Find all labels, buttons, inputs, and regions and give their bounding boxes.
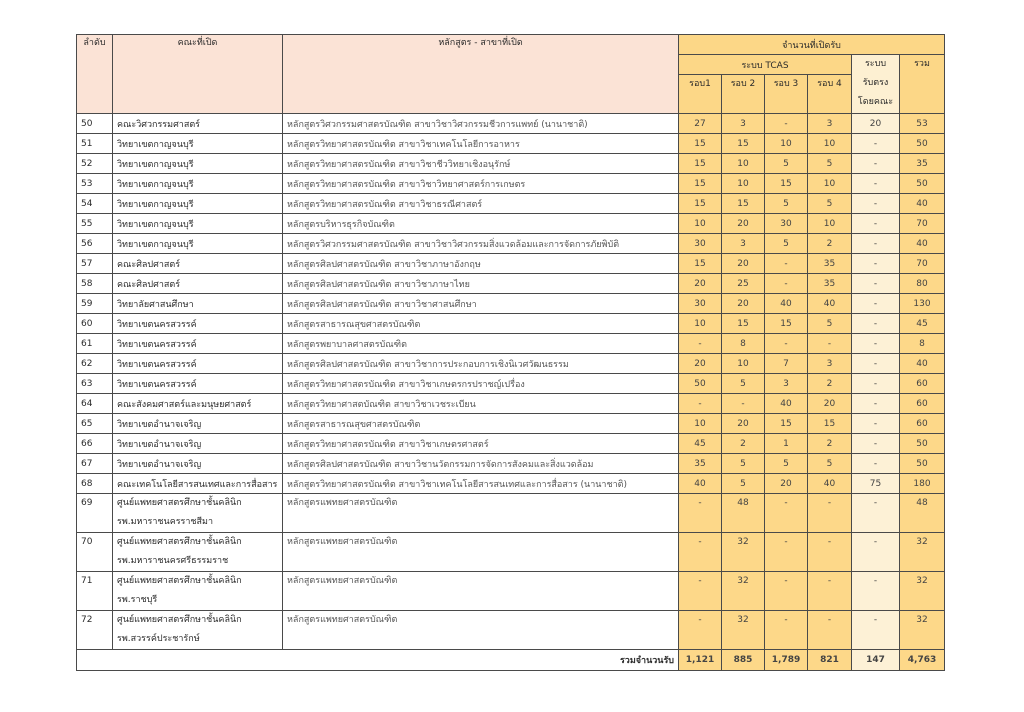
total-quota: 50 — [900, 174, 945, 194]
table-footer — [77, 650, 945, 671]
program-name: หลักสูตรวิทยาศาสตรบัณฑิต สาขาวิชาวิทยาศาสตร์การเกษตร — [283, 174, 679, 194]
table-row — [77, 194, 945, 214]
table-row — [77, 434, 945, 454]
round3-quota: 5 — [765, 454, 808, 474]
faculty-name-line2: รพ.มหาราชนครศรีธรรมราช — [117, 556, 229, 566]
round2-quota: 32 — [722, 572, 765, 611]
round4-quota: 2 — [808, 374, 852, 394]
round1-quota: 20 — [679, 354, 722, 374]
round3-quota: - — [765, 254, 808, 274]
round2-quota: 3 — [722, 234, 765, 254]
total-quota: 80 — [900, 274, 945, 294]
header-direct-line3: โดยคณะ — [857, 97, 894, 107]
table-row — [77, 611, 945, 650]
direct-quota: - — [852, 394, 900, 414]
round4-quota: - — [808, 494, 852, 533]
total-quota: 50 — [900, 454, 945, 474]
round1-quota: 20 — [679, 274, 722, 294]
faculty-name-line1: ศูนย์แพทยศาสตรศึกษาชั้นคลินิก — [117, 537, 242, 547]
total-quota: 50 — [900, 434, 945, 454]
round4-quota: 10 — [808, 134, 852, 154]
round3-quota: 40 — [765, 394, 808, 414]
table-row — [77, 274, 945, 294]
round3-quota: - — [765, 533, 808, 572]
program-name: หลักสูตรวิทยาศาสตรบัณฑิต สาขาวิชาเกษตรศาสตร์ — [283, 434, 679, 454]
header-round3: รอบ 3 — [765, 75, 808, 114]
round3-quota: - — [765, 611, 808, 650]
round4-quota: 20 — [808, 394, 852, 414]
round2-quota: 5 — [722, 454, 765, 474]
direct-quota: - — [852, 314, 900, 334]
row-number: 65 — [77, 414, 113, 434]
program-name: หลักสูตรสาธารณสุขศาสตรบัณฑิต — [283, 314, 679, 334]
program-name: หลักสูตรศิลปศาสตรบัณฑิต สาขาวิชานวัตกรรมการจัดการสังคมและสิ่งแวดล้อม — [283, 454, 679, 474]
total-quota: 60 — [900, 394, 945, 414]
direct-quota: - — [852, 374, 900, 394]
program-name: หลักสูตรศิลปศาสตรบัณฑิต สาขาวิชาศาสนศึกษา — [283, 294, 679, 314]
round1-quota: 15 — [679, 254, 722, 274]
round3-quota: 1 — [765, 434, 808, 454]
table-row — [77, 214, 945, 234]
round2-quota: 20 — [722, 214, 765, 234]
round3-quota: - — [765, 494, 808, 533]
direct-quota: - — [852, 334, 900, 354]
program-name: หลักสูตรวิทยาศาสตรบัณฑิต สาขาวิชาเทคโนโลยีสารสนเทศและการสื่อสาร (นานาชาติ) — [283, 474, 679, 494]
program-name: หลักสูตรวิศวกรรมศาสตรบัณฑิต สาขาวิชาวิศวกรรมสิ่งแวดล้อมและการจัดการภัยพิบัติ — [283, 234, 679, 254]
faculty-name-line1: ศูนย์แพทยศาสตรศึกษาชั้นคลินิก — [117, 615, 242, 625]
faculty-name — [113, 572, 283, 611]
table-row — [77, 394, 945, 414]
round1-quota: 10 — [679, 214, 722, 234]
faculty-name: วิทยาเขตนครสวรรค์ — [113, 354, 283, 374]
round3-quota: 5 — [765, 154, 808, 174]
program-name: หลักสูตรศิลปศาสตรบัณฑิต สาขาวิชาการประกอบการเชิงนิเวศวัฒนธรรม — [283, 354, 679, 374]
direct-quota: - — [852, 274, 900, 294]
table-row — [77, 294, 945, 314]
round2-quota: 20 — [722, 294, 765, 314]
round1-quota: 45 — [679, 434, 722, 454]
table-row — [77, 134, 945, 154]
round2-quota: 15 — [722, 194, 765, 214]
faculty-name — [113, 611, 283, 650]
header-direct-line2: รับตรง — [862, 78, 889, 88]
total-quota: 8 — [900, 334, 945, 354]
round4-quota: - — [808, 572, 852, 611]
table-row — [77, 354, 945, 374]
round1-quota: 15 — [679, 134, 722, 154]
direct-quota: - — [852, 354, 900, 374]
round2-quota: 20 — [722, 254, 765, 274]
direct-quota: - — [852, 194, 900, 214]
direct-quota: - — [852, 494, 900, 533]
direct-quota: - — [852, 134, 900, 154]
direct-quota: 20 — [852, 114, 900, 134]
table-row — [77, 114, 945, 134]
round3-quota: - — [765, 114, 808, 134]
round2-quota: 20 — [722, 414, 765, 434]
direct-quota: - — [852, 294, 900, 314]
row-number: 67 — [77, 454, 113, 474]
round4-quota: 5 — [808, 194, 852, 214]
round1-quota: - — [679, 572, 722, 611]
direct-quota: - — [852, 414, 900, 434]
total-quota: 70 — [900, 254, 945, 274]
summary-round3: 1,789 — [765, 650, 808, 671]
header-quota-group: จำนวนที่เปิดรับ — [679, 35, 945, 55]
total-quota: 40 — [900, 234, 945, 254]
program-name: หลักสูตรวิศวกรรมศาสตรบัณฑิต สาขาวิชาวิศวกรรมชีวการแพทย์ (นานาชาติ) — [283, 114, 679, 134]
round4-quota: 35 — [808, 254, 852, 274]
header-round4: รอบ 4 — [808, 75, 852, 114]
table-row — [77, 174, 945, 194]
row-number: 57 — [77, 254, 113, 274]
header-tcas-group: ระบบ TCAS — [679, 55, 852, 75]
round3-quota: 5 — [765, 234, 808, 254]
round4-quota: 40 — [808, 474, 852, 494]
program-name: หลักสูตรบริหารธุรกิจบัณฑิต — [283, 214, 679, 234]
round1-quota: 15 — [679, 174, 722, 194]
table-body — [77, 114, 945, 650]
header-direct — [852, 55, 900, 114]
round2-quota: 32 — [722, 533, 765, 572]
total-quota: 32 — [900, 611, 945, 650]
faculty-name: วิทยาเขตกาญจนบุรี — [113, 174, 283, 194]
round4-quota: 35 — [808, 274, 852, 294]
program-name: หลักสูตรแพทยศาสตรบัณฑิต — [283, 572, 679, 611]
round1-quota: - — [679, 611, 722, 650]
direct-quota: - — [852, 154, 900, 174]
round4-quota: 3 — [808, 354, 852, 374]
round2-quota: 15 — [722, 134, 765, 154]
round3-quota: 7 — [765, 354, 808, 374]
program-name: หลักสูตรวิทยาศาสตรบัณฑิต สาขาวิชาธรณีศาสตร์ — [283, 194, 679, 214]
round4-quota: 5 — [808, 454, 852, 474]
direct-quota: - — [852, 254, 900, 274]
round1-quota: 40 — [679, 474, 722, 494]
faculty-name: วิทยาเขตนครสวรรค์ — [113, 334, 283, 354]
row-number: 69 — [77, 494, 113, 533]
round4-quota: - — [808, 334, 852, 354]
table-row — [77, 234, 945, 254]
row-number: 63 — [77, 374, 113, 394]
round1-quota: 10 — [679, 314, 722, 334]
round1-quota: - — [679, 533, 722, 572]
round3-quota: - — [765, 572, 808, 611]
summary-direct: 147 — [852, 650, 900, 671]
round3-quota: 15 — [765, 414, 808, 434]
round4-quota: 10 — [808, 214, 852, 234]
round4-quota: 2 — [808, 234, 852, 254]
round3-quota: 3 — [765, 374, 808, 394]
round3-quota: - — [765, 274, 808, 294]
round3-quota: 40 — [765, 294, 808, 314]
faculty-name: คณะศิลปศาสตร์ — [113, 254, 283, 274]
faculty-name: วิทยาเขตนครสวรรค์ — [113, 374, 283, 394]
round4-quota: 3 — [808, 114, 852, 134]
total-quota: 70 — [900, 214, 945, 234]
summary-round2: 885 — [722, 650, 765, 671]
faculty-name — [113, 533, 283, 572]
round4-quota: 5 — [808, 314, 852, 334]
table-row — [77, 154, 945, 174]
total-quota: 32 — [900, 572, 945, 611]
faculty-name: วิทยาเขตกาญจนบุรี — [113, 134, 283, 154]
total-quota: 53 — [900, 114, 945, 134]
header-direct-line1: ระบบ — [864, 59, 887, 69]
row-number: 58 — [77, 274, 113, 294]
faculty-name-line1: ศูนย์แพทยศาสตรศึกษาชั้นคลินิก — [117, 576, 242, 586]
round3-quota: 30 — [765, 214, 808, 234]
table-row — [77, 533, 945, 572]
total-quota: 45 — [900, 314, 945, 334]
round2-quota: 25 — [722, 274, 765, 294]
program-name: หลักสูตรแพทยศาสตรบัณฑิต — [283, 611, 679, 650]
round3-quota: 15 — [765, 174, 808, 194]
round2-quota: 3 — [722, 114, 765, 134]
program-name: หลักสูตรแพทยศาสตรบัณฑิต — [283, 494, 679, 533]
row-number: 59 — [77, 294, 113, 314]
round2-quota: 32 — [722, 611, 765, 650]
row-number: 53 — [77, 174, 113, 194]
total-quota: 60 — [900, 414, 945, 434]
total-quota: 32 — [900, 533, 945, 572]
round2-quota: 5 — [722, 374, 765, 394]
faculty-name-line1: ศูนย์แพทยศาสตรศึกษาชั้นคลินิก — [117, 498, 242, 508]
row-number: 72 — [77, 611, 113, 650]
program-name: หลักสูตรวิทยาศาสตบัณฑิต สาขาวิชาเวชระเบียน — [283, 394, 679, 414]
faculty-name: วิทยาเขตกาญจนบุรี — [113, 214, 283, 234]
header-no: ลำดับ — [77, 35, 113, 114]
row-number: 55 — [77, 214, 113, 234]
faculty-name — [113, 494, 283, 533]
row-number: 71 — [77, 572, 113, 611]
faculty-name: วิทยาเขตอำนาจเจริญ — [113, 454, 283, 474]
direct-quota: - — [852, 572, 900, 611]
round2-quota: 10 — [722, 154, 765, 174]
faculty-name: วิทยาลัยศาสนศึกษา — [113, 294, 283, 314]
summary-round1: 1,121 — [679, 650, 722, 671]
round2-quota: - — [722, 394, 765, 414]
faculty-name: คณะศิลปศาสตร์ — [113, 274, 283, 294]
total-quota: 40 — [900, 194, 945, 214]
total-quota: 48 — [900, 494, 945, 533]
round3-quota: 20 — [765, 474, 808, 494]
round4-quota: - — [808, 611, 852, 650]
faculty-name: วิทยาเขตนครสวรรค์ — [113, 314, 283, 334]
total-quota: 60 — [900, 374, 945, 394]
faculty-name: วิทยาเขตกาญจนบุรี — [113, 234, 283, 254]
table-row — [77, 374, 945, 394]
faculty-name-line2: รพ.สวรรค์ประชารักษ์ — [117, 634, 200, 644]
round4-quota: 2 — [808, 434, 852, 454]
program-name: หลักสูตรศิลปศาสตรบัณฑิต สาขาวิชาภาษาอังกฤษ — [283, 254, 679, 274]
program-name: หลักสูตรแพทยศาสตรบัณฑิต — [283, 533, 679, 572]
direct-quota: - — [852, 234, 900, 254]
direct-quota: 75 — [852, 474, 900, 494]
round1-quota: 10 — [679, 414, 722, 434]
summary-total: 4,763 — [900, 650, 945, 671]
round3-quota: - — [765, 334, 808, 354]
round1-quota: - — [679, 494, 722, 533]
table-row — [77, 494, 945, 533]
direct-quota: - — [852, 214, 900, 234]
round4-quota: 5 — [808, 154, 852, 174]
total-quota: 40 — [900, 354, 945, 374]
table-row — [77, 572, 945, 611]
table-row — [77, 454, 945, 474]
total-quota: 35 — [900, 154, 945, 174]
header-total: รวม — [900, 55, 945, 114]
direct-quota: - — [852, 174, 900, 194]
faculty-name: คณะสังคมศาสตร์และมนุษยศาสตร์ — [113, 394, 283, 414]
summary-round4: 821 — [808, 650, 852, 671]
faculty-name: วิทยาเขตอำนาจเจริญ — [113, 414, 283, 434]
program-name: หลักสูตรสาธารณสุขศาสตรบัณฑิต — [283, 414, 679, 434]
round3-quota: 10 — [765, 134, 808, 154]
direct-quota: - — [852, 434, 900, 454]
table-row — [77, 414, 945, 434]
round1-quota: 15 — [679, 154, 722, 174]
row-number: 54 — [77, 194, 113, 214]
summary-row — [77, 650, 945, 671]
faculty-name: คณะเทคโนโลยีสารสนเทศและการสื่อสาร — [113, 474, 283, 494]
total-quota: 180 — [900, 474, 945, 494]
round4-quota: 40 — [808, 294, 852, 314]
round2-quota: 15 — [722, 314, 765, 334]
round4-quota: - — [808, 533, 852, 572]
header-round1: รอบ1 — [679, 75, 722, 114]
round1-quota: 27 — [679, 114, 722, 134]
row-number: 52 — [77, 154, 113, 174]
table-row — [77, 314, 945, 334]
program-name: หลักสูตรพยาบาลศาสตรบัณฑิต — [283, 334, 679, 354]
row-number: 51 — [77, 134, 113, 154]
round2-quota: 10 — [722, 354, 765, 374]
row-number: 62 — [77, 354, 113, 374]
faculty-name: วิทยาเขตกาญจนบุรี — [113, 194, 283, 214]
program-name: หลักสูตรวิทยาศาสตรบัณฑิต สาขาวิชาเกษตรกรปราชญ์เปรื่อง — [283, 374, 679, 394]
round1-quota: 30 — [679, 294, 722, 314]
round2-quota: 5 — [722, 474, 765, 494]
header-faculty: คณะที่เปิด — [113, 35, 283, 114]
round1-quota: 30 — [679, 234, 722, 254]
round3-quota: 15 — [765, 314, 808, 334]
round2-quota: 10 — [722, 174, 765, 194]
total-quota: 130 — [900, 294, 945, 314]
table-row — [77, 474, 945, 494]
program-name: หลักสูตรวิทยาศาสตรบัณฑิต สาขาวิชาเทคโนโลยีการอาหาร — [283, 134, 679, 154]
row-number: 64 — [77, 394, 113, 414]
direct-quota: - — [852, 533, 900, 572]
program-name: หลักสูตรวิทยาศาสตรบัณฑิต สาขาวิชาชีววิทยาเชิงอนุรักษ์ — [283, 154, 679, 174]
row-number: 56 — [77, 234, 113, 254]
faculty-name-line2: รพ.ราชบุรี — [117, 595, 158, 605]
round2-quota: 48 — [722, 494, 765, 533]
summary-label: รวมจำนวนรับ — [77, 650, 679, 671]
round1-quota: 50 — [679, 374, 722, 394]
table-row — [77, 334, 945, 354]
row-number: 50 — [77, 114, 113, 134]
round1-quota: 15 — [679, 194, 722, 214]
round4-quota: 15 — [808, 414, 852, 434]
faculty-name-line2: รพ.มหาราชนครราชสีมา — [117, 517, 214, 527]
round1-quota: - — [679, 334, 722, 354]
direct-quota: - — [852, 611, 900, 650]
direct-quota: - — [852, 454, 900, 474]
row-number: 66 — [77, 434, 113, 454]
round2-quota: 2 — [722, 434, 765, 454]
round1-quota: 35 — [679, 454, 722, 474]
round2-quota: 8 — [722, 334, 765, 354]
row-number: 60 — [77, 314, 113, 334]
table-row — [77, 254, 945, 274]
round4-quota: 10 — [808, 174, 852, 194]
row-number: 68 — [77, 474, 113, 494]
program-name: หลักสูตรศิลปศาสตรบัณฑิต สาขาวิชาภาษาไทย — [283, 274, 679, 294]
header-program: หลักสูตร - สาขาที่เปิด — [283, 35, 679, 114]
total-quota: 50 — [900, 134, 945, 154]
round1-quota: - — [679, 394, 722, 414]
table-header — [77, 35, 945, 114]
round3-quota: 5 — [765, 194, 808, 214]
header-round2: รอบ 2 — [722, 75, 765, 114]
faculty-name: วิทยาเขตอำนาจเจริญ — [113, 434, 283, 454]
faculty-name: วิทยาเขตกาญจนบุรี — [113, 154, 283, 174]
row-number: 61 — [77, 334, 113, 354]
admission-quota-table — [76, 34, 945, 671]
faculty-name: คณะวิศวกรรมศาสตร์ — [113, 114, 283, 134]
row-number: 70 — [77, 533, 113, 572]
